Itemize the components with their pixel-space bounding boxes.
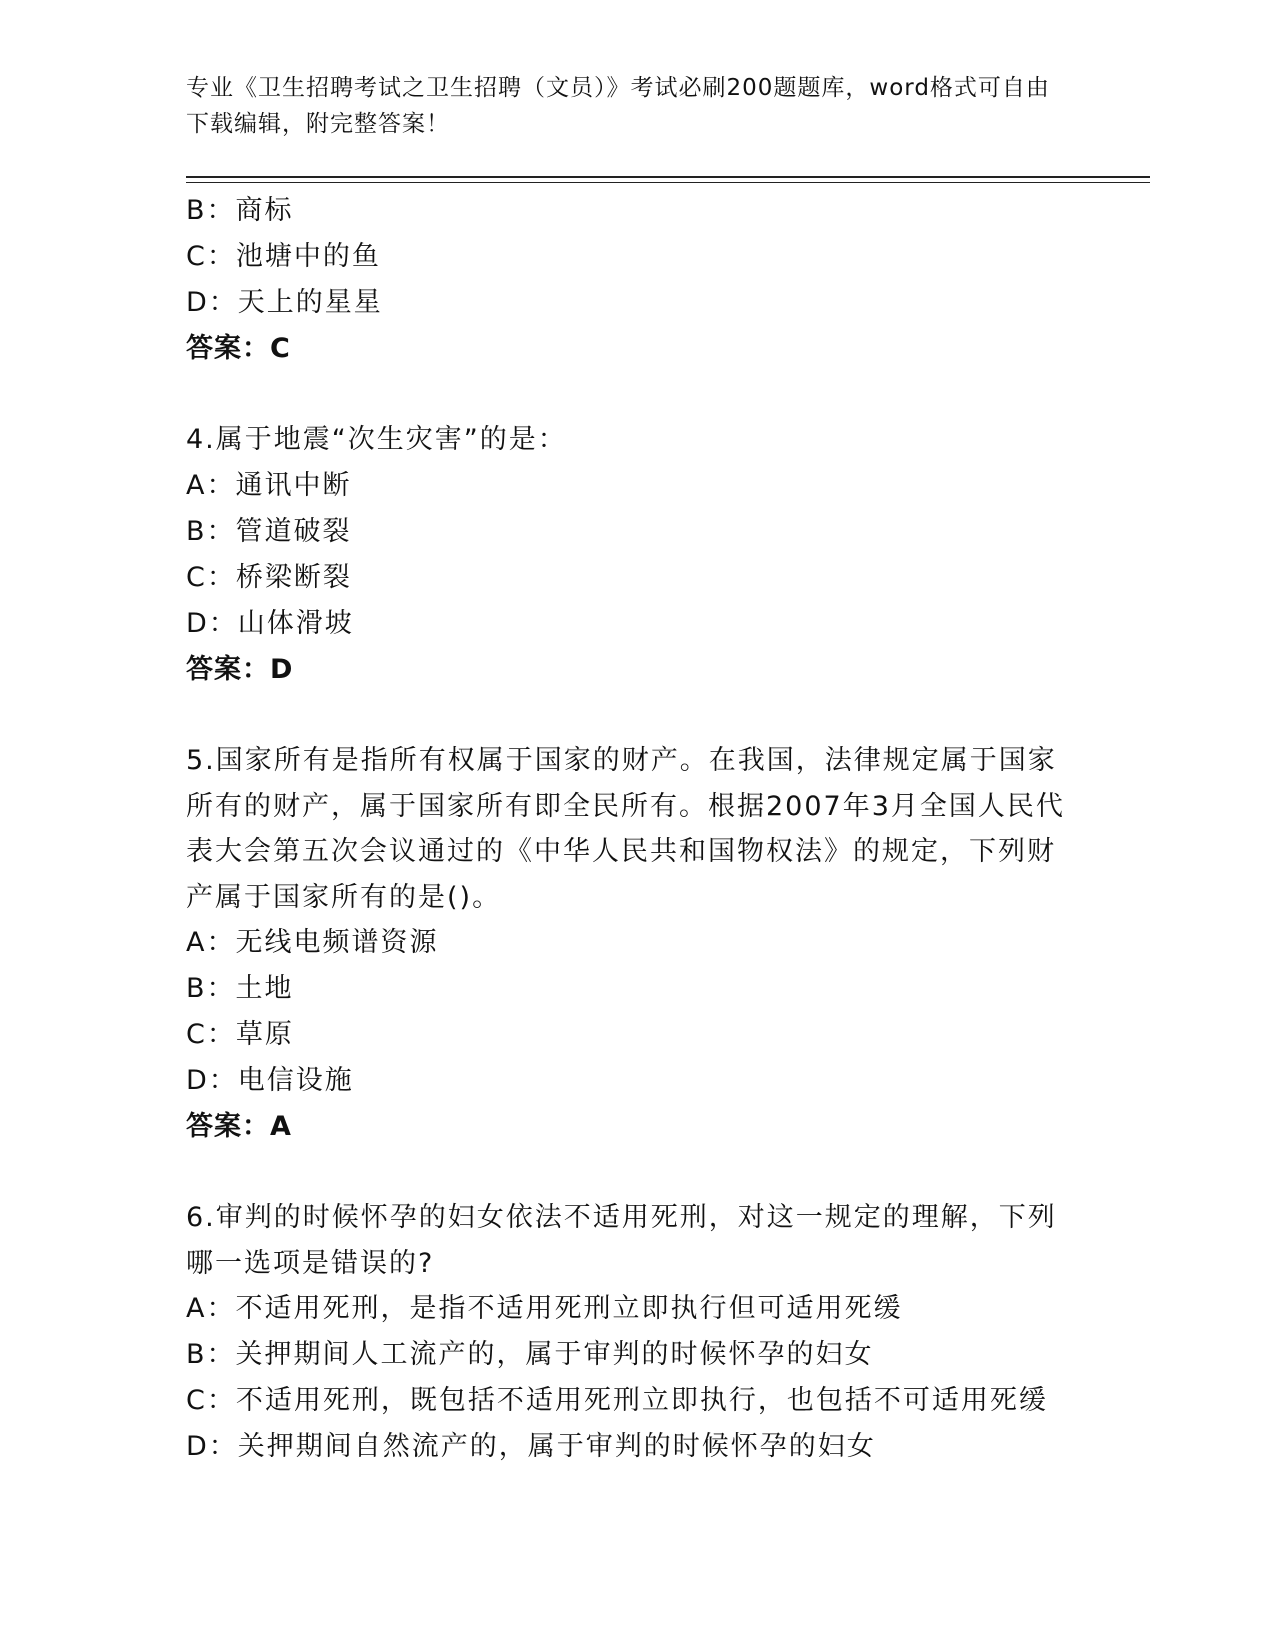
question-stem: 6.审判的时候怀孕的妇女依法不适用死刑，对这一规定的理解，下列哪一选项是错误的?	[186, 1202, 1057, 1279]
option-a: A：通讯中断	[186, 470, 352, 501]
question-4	[186, 417, 1086, 693]
question-stem: 5.国家所有是指所有权属于国家的财产。在我国，法律规定属于国家所有的财产，属于国家所有即全民所有。根据2007年3月全国人民代表大会第五次会议通过的《中华人民共和国物权法》的规定，下列财产属于国家所有的是()。	[186, 745, 1065, 913]
header-divider-thick	[186, 176, 1150, 178]
document-header: 专业《卫生招聘考试之卫生招聘（文员）》考试必刷200题题库，word格式可自由下载编辑，附完整答案！	[186, 75, 1050, 137]
option-b: B：土地	[186, 973, 294, 1004]
option-c: C：不适用死刑，既包括不适用死刑立即执行，也包括不可适用死缓	[186, 1385, 1048, 1416]
question-3	[186, 188, 1086, 372]
question-list	[186, 188, 1086, 1470]
option-a: A：无线电频谱资源	[186, 927, 439, 958]
answer: 答案：A	[186, 1111, 292, 1142]
question-6	[186, 1195, 1086, 1470]
answer: 答案：C	[186, 333, 291, 364]
header-divider-thin	[186, 182, 1150, 183]
option-c: C：池塘中的鱼	[186, 241, 381, 272]
answer: 答案：D	[186, 654, 294, 685]
option-a: A：不适用死刑，是指不适用死刑立即执行但可适用死缓	[186, 1293, 903, 1324]
option-b: B：管道破裂	[186, 516, 352, 547]
question-stem: 4.属于地震“次生灾害”的是：	[186, 424, 567, 455]
option-b: B：关押期间人工流产的，属于审判的时候怀孕的妇女	[186, 1339, 874, 1370]
option-b: B：商标	[186, 195, 294, 226]
question-5	[186, 738, 1086, 1150]
option-d: D：天上的星星	[186, 287, 383, 318]
option-d: D：电信设施	[186, 1065, 354, 1096]
option-d: D：关押期间自然流产的，属于审判的时候怀孕的妇女	[186, 1431, 876, 1462]
option-c: C：草原	[186, 1019, 294, 1050]
option-d: D：山体滑坡	[186, 608, 354, 639]
option-c: C：桥梁断裂	[186, 562, 352, 593]
